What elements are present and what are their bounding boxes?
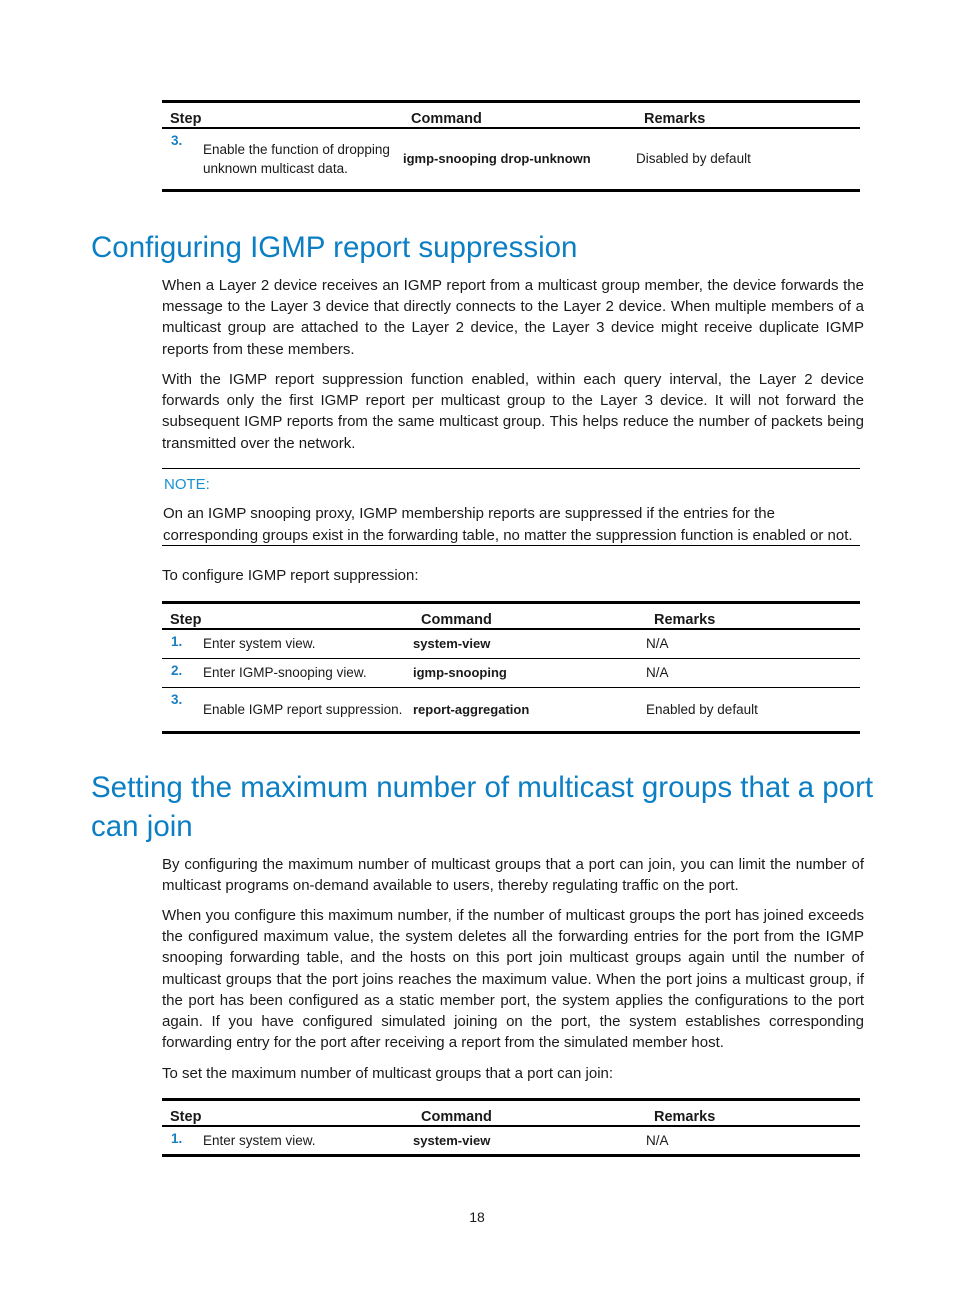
header-step: Step [162,603,413,630]
command-text: report-aggregation [413,687,646,732]
step-text: Enter system view. [203,636,316,652]
header-command: Command [403,102,636,129]
paragraph: When a Layer 2 device receives an IGMP report from a multicast group member, the device forwards the message to the Layer 3 device that directly connects to the Layer 2 device. When multiple members of a multicast group are attached to the Layer 2 device, the Layer 3 device might receive duplicate IGMP reports from these members. [162,277,864,358]
steps-table-drop-unknown [162,100,860,192]
command-text: igmp-snooping drop-unknown [403,151,591,167]
paragraph: By configuring the maximum number of multicast groups that a port can join, you can limit the number of multicast programs on-demand available to users, thereby regulating traffic on the port. [162,856,864,895]
command-text: igmp-snooping [413,658,646,687]
step-number: 2. [162,658,203,687]
command-text: system-view [413,1133,491,1148]
remarks-text: Disabled by default [636,151,751,167]
table-row [162,687,860,732]
step-text: Enter IGMP-snooping view. [203,658,413,687]
step-number: 1. [171,634,183,649]
paragraph: With the IGMP report suppression function enabled, within each query interval, the Layer 2 device forwards only the first IGMP report per multicast group to the Layer 3 device. It will not forward the subsequent IGMP reports from the same multicast group. This helps reduce the number of packets being transmitted over the network. [162,371,864,452]
step-text: Enable the function of dropping unknown multicast data. [203,141,390,176]
header-command: Command [413,1100,646,1127]
procedure-intro: To set the maximum number of multicast groups that a port can join: [162,1065,614,1082]
steps-table-report-suppression [162,601,860,734]
header-remarks: Remarks [636,102,860,129]
paragraph: When you configure this maximum number, if the number of multicast groups the port has joined exceeds the configured maximum value, the system deletes all the forwarding entries for the port from the IGMP snooping forwarding table, and the hosts on this port join multicast groups again until the number of multicast groups that the port joins reaches the maximum value. When the port joins a multicast group, if the port has been configured as a static member port, the system applies the configurations to the port again. If you have configured simulated joining on the port, the system establishes corresponding forwarding entry for the port after receiving a report from the simulated member host. [162,907,864,1052]
note-text: On an IGMP snooping proxy, IGMP membership reports are suppressed if the entries for the corresponding groups exist in the forwarding table, no matter the suppression function is enabled or not. [163,505,853,544]
command-text: system-view [413,636,491,652]
table-row [162,128,860,190]
table-row [162,658,860,687]
remarks-text: N/A [646,658,860,687]
remarks-text: N/A [646,636,669,652]
table-row [162,629,860,658]
procedure-intro: To configure IGMP report suppression: [162,567,419,584]
section-heading-max-groups: Setting the maximum number of multicast groups that a port can join [91,771,874,843]
step-number: 3. [171,133,183,148]
step-number: 3. [162,687,203,732]
step-text: Enable IGMP report suppression. [203,687,413,732]
remarks-text: N/A [646,1133,669,1148]
header-step: Step [162,1100,413,1127]
table-row [162,1126,860,1156]
step-number: 1. [171,1131,183,1146]
note-top-rule [162,468,860,469]
header-command: Command [413,603,646,630]
note-label: NOTE: [164,476,210,493]
header-remarks: Remarks [646,1100,860,1127]
step-text: Enter system view. [203,1133,316,1148]
header-remarks: Remarks [646,603,860,630]
header-step: Step [162,102,403,129]
note-bottom-rule [162,545,860,546]
steps-table-max-groups [162,1098,860,1157]
page-number: 18 [469,1209,485,1225]
remarks-text: Enabled by default [646,687,860,732]
section-heading-report-suppression: Configuring IGMP report suppression [91,231,578,264]
